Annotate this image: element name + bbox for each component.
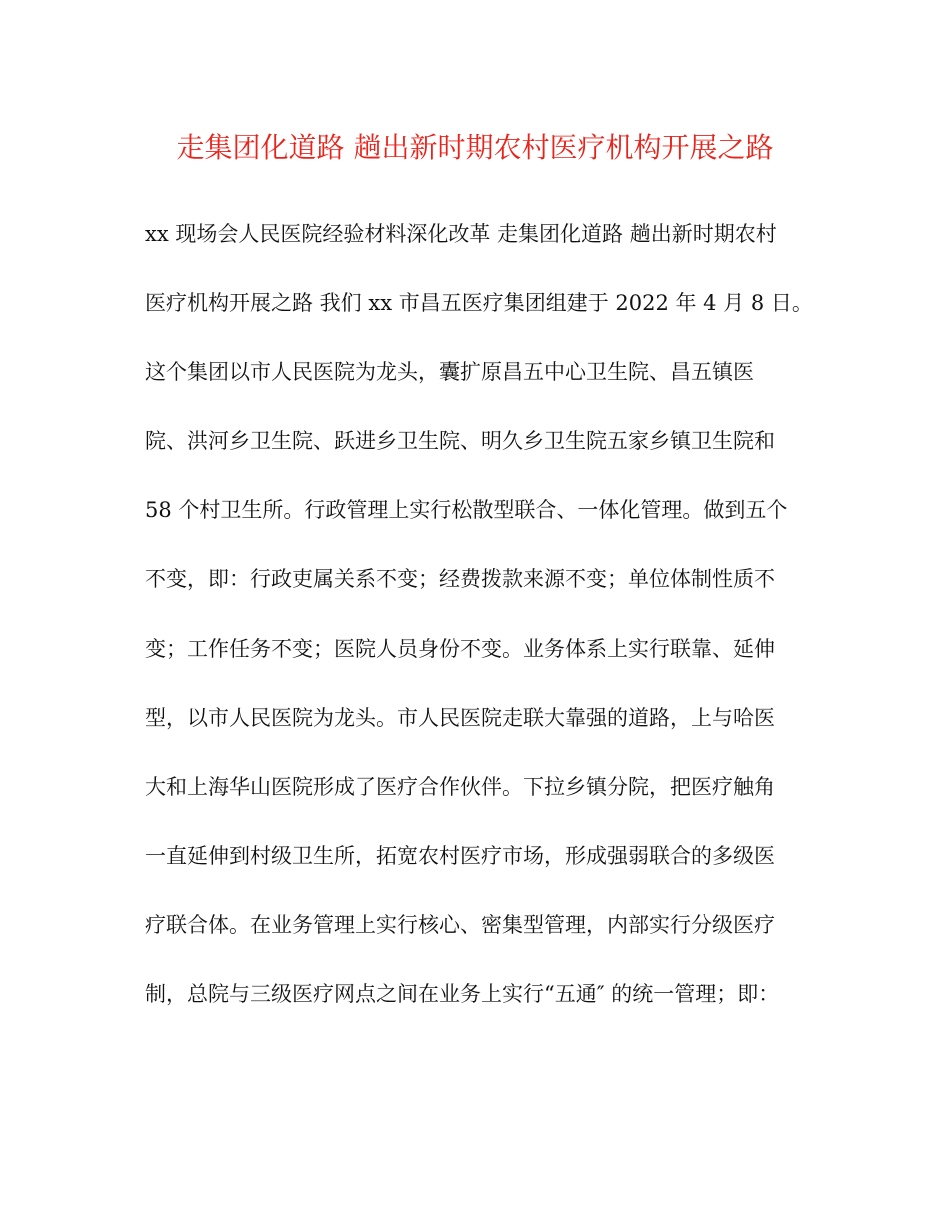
- document-title: 走集团化道路 趟出新时期农村医疗机构开展之路: [176, 131, 774, 164]
- body-line: 变；工作任务不变；医院人员身份不变。业务体系上实行联靠、延伸: [145, 636, 775, 661]
- body-line: 疗联合体。在业务管理上实行核心、密集型管理，内部实行分级医疗: [145, 912, 775, 937]
- body-line: 58 个村卫生所。行政管理上实行松散型联合、一体化管理。做到五个: [145, 498, 788, 523]
- body-line: 医疗机构开展之路 我们 xx 市昌五医疗集团组建于 2022 年 4 月 8 日。: [145, 291, 813, 316]
- body-line: 制，总院与三级医疗网点之间在业务上实行“五通″ 的统一管理；即：: [145, 982, 780, 1007]
- body-line: 不变，即：行政吏属关系不变；经费拨款来源不变；单位体制性质不: [145, 567, 775, 592]
- body-line: 型，以市人民医院为龙头。市人民医院走联大靠强的道路，上与哈医: [145, 705, 775, 730]
- body-line: 大和上海华山医院形成了医疗合作伙伴。下拉乡镇分院，把医疗触角: [145, 774, 775, 799]
- body-line: 这个集团以市人民医院为龙头，囊扩原昌五中心卫生院、昌五镇医: [145, 360, 754, 385]
- body-line: xx 现场会人民医院经验材料深化改革 走集团化道路 趟出新时期农村: [145, 222, 777, 246]
- document-body: [145, 214, 815, 1043]
- body-line: 院、洪河乡卫生院、跃进乡卫生院、明久乡卫生院五家乡镇卫生院和: [145, 429, 775, 454]
- body-line: 一直延伸到村级卫生所，拓宽农村医疗市场，形成强弱联合的多级医: [145, 843, 775, 868]
